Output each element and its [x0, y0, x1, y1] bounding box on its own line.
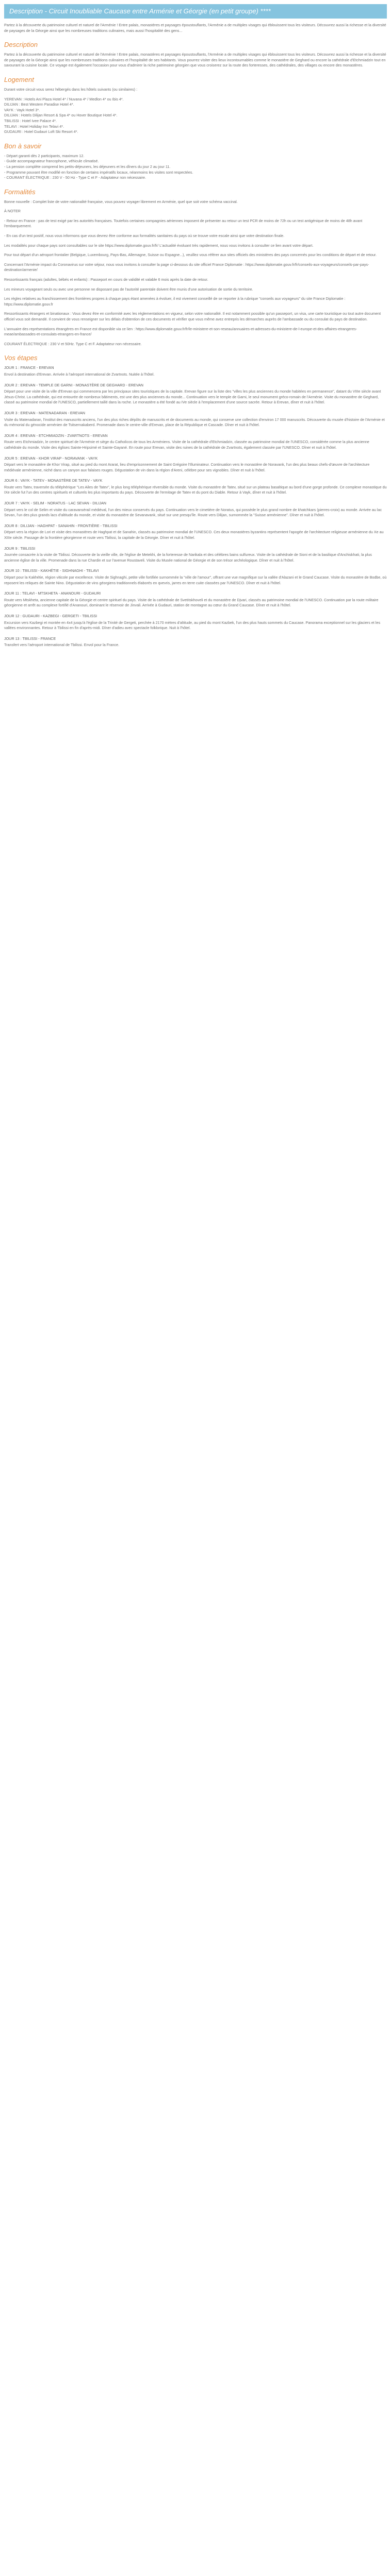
day-title: JOUR 2 : EREVAN - TEMPLE DE GARNI - MONASTÈRE DE GEGHARD - EREVAN	[4, 382, 143, 387]
day-text: Départ pour la Kakhétie, région viticole par excellence. Visite de Sighnaghi, petite ville fortifiée surnommée la "ville de l'amour", offrant une vue magnifique sur la vallée d'Alazani et le Grand Caucase. Visite du monastère de Bodbe, où reposent les reliques de Sainte Nino. Dégustation de vins géorgiens traditionnels élaborés en qvevris, jarres en terre cuite classées par l'UNESCO. Dîner et nuit à l'hôtel.	[4, 575, 387, 585]
day-block	[4, 591, 387, 608]
formalities-paragraph: Concernant l'Arménie impact du Coronavirus sur votre séjour, nous vous invitons à consulter la page ci-dessous du site officiel France Diplomatie : https://www.diplomatie.gouv.fr/fr/conseils-aux-voyageurs/conseils-par-pays-destination/armenie/	[4, 262, 369, 273]
included-item: - Départ garanti dès 2 participants, maximum 12.	[4, 153, 85, 158]
included-item: - La pension complète comprend les petits-déjeuners, les déjeuners et les dîners du jour 2 au jour 11.	[4, 164, 171, 169]
included-section	[4, 142, 387, 181]
day-text: Visite du Matenadaran, l'institut des manuscrits anciens, l'un des plus riches dépôts de manuscrits et de documents au monde, qui conserve une collection d'environ 17 000 manuscrits. Découverte du musée d'histoire de l'Arménie et du mémorial du génocide arménien de Tsitsernakaberd. Promenade dans le centre-ville d'Erevan, place de la République et Cascade. Dîner et nuit à l'hôtel.	[4, 417, 385, 428]
day-block	[4, 614, 387, 631]
formalities-paragraph: - Retour en France : pas de test exigé par les autorités françaises. Toutefois certaines compagnies aériennes imposent de présenter au retour un test PCR de moins de 72h ou un test antigénique de moins de 48h avant l'embarquement.	[4, 218, 363, 229]
day-text: Transfert vers l'aéroport international de Tbilissi. Envol pour la France.	[4, 642, 120, 648]
description-text: Partez à la découverte du patrimoine culturel et naturel de l'Arménie ! Entre palais, monastères et paysages époustouflants, l'Arménie a de multiples visages qui éblouissent tous les visiteurs. Découvrez aussi la richesse et la diversité de paysages de la Géorgie ainsi que les nombreuses traditions culinaires et l'hospitalité de ses habitants. Vous pourrez visiter des lieux incontournables comme le monastère de Geghard ou encore la cathédrale d'Etchmiadzin tout en savourant la cuisine locale. Ce voyage est également l'occasion pour vous d'admirer la riche patrimoine géorgien que vous croiserez sur la route des forteresses, des cathédrales, des villages ou encore des monastères.	[4, 52, 386, 68]
day-text: Journée consacrée à la visite de Tbilissi. Découverte de la vieille ville, de l'église de Metekhi, de la forteresse de Narikala et des célèbres bains sulfureux. Visite de la cathédrale de Sioni et de la basilique d'Anchiskhati, la plus ancienne église de la ville. Promenade dans la rue Chardin et sur l'avenue Roustaveli. Visite du Musée national de Géorgie et de son trésor archéologique. Dîner et nuit à l'hôtel.	[4, 552, 372, 563]
description-section	[4, 41, 387, 69]
formalities-paragraph: Ressortissants étrangers et binationaux : Vous devez être en conformité avec les réglementations en vigueur, selon votre nationalité. Il est notamment possible qu'un passeport, un visa, une carte touristique ou tout autre document officiel vous soit demandé. Il convient de vous renseigner sur les délais d'obtention de ces documents et vérifier que vous même avez entrepris les démarches auprès de l'ambassade ou du consulat du pays de destination.	[4, 311, 381, 321]
included-item: - Guide accompagnateur francophone, véhicule climatisé.	[4, 159, 99, 164]
day-block	[4, 456, 387, 473]
formalities-heading: Formalités	[4, 188, 36, 196]
formalities-section	[4, 188, 387, 347]
day-block	[4, 568, 387, 586]
day-text: Excursion vers Kazbegi et montée en 4x4 jusqu'à l'église de la Trinité de Gergeti, perchée à 2170 mètres d'altitude, au pied du mont Kazbek, l'un des plus hauts sommets du Caucase. Panorama exceptionnel sur les glaciers et les vallées environnantes. Retour à Tbilissi en fin d'après-midi. Dîner d'adieu avec spectacle folklorique. Nuit à l'hôtel.	[4, 620, 381, 631]
hotel-item: DILIJAN : Hotels Dilijan Resort & Spa 4* ou Hover Boutique Hotel 4*.	[4, 113, 118, 118]
intro-text: Partez à la découverte du patrimoine culturel et naturel de l'Arménie ! Entre palais, monastères et paysages époustouflants, l'Arménie a de multiples visages qui éblouissent tous les visiteurs. Découvrez aussi la richesse et la diversité de paysages de la Géorgie ainsi que les nombreuses traditions culinaires, mais aussi l'hospitalité des gens...	[4, 23, 386, 33]
day-text: Départ pour une visite de la ville d'Erevan qui commencera par les principaux sites touristiques de la capitale. Erevan figure sur la liste des "villes les plus anciennes du monde habitées en permanence", datant du VIIIe siècle avant Jésus-Christ. La cathédrale, qui est entourée de nombreux bâtiments, est une des plus anciennes du monde... Continuation vers le temple de Garni, le seul monument gréco-romain de l'Arménie. Visite du monastère de Geghard, classé au patrimoine mondial de l'UNESCO, partiellement taillé dans la roche. Le monastère a été fondé au IVe siècle à l'emplacement d'une source sacrée. Retour à Erevan, dîner et nuit à l'hôtel.	[4, 389, 381, 405]
day-block	[4, 383, 387, 405]
formalities-paragraph: Les règles relatives au franchissement des frontières propres à chaque pays étant amenées à évoluer, il est vivement conseillé de se reporter à la rubrique "conseils aux voyageurs" du site France Diplomatie : https://www.diplomatie.gouv.fr	[4, 296, 346, 307]
day-title: JOUR 6 : VAYK - TATEV - MONASTÈRE DE TATEV - VAYK	[4, 478, 103, 483]
title-bar	[4, 4, 387, 19]
day-block	[4, 478, 387, 496]
day-block	[4, 501, 387, 518]
itinerary-heading: Vos étapes	[4, 354, 38, 362]
day-title: JOUR 11 : TELAVI - MTSKHETA - ANANOURI - GUDAURI	[4, 591, 101, 596]
formalities-paragraph: Ressortissants français (adultes, bébés et enfants) : Passeport en cours de validité et valable 6 mois après la date de retour.	[4, 277, 208, 282]
hotel-item: YEREVAN : Hotels Ani Plaza Hotel 4* / Nuvana 4* / Medlon 4* ou Ibis 4*.	[4, 96, 124, 101]
day-block	[4, 433, 387, 451]
formalities-paragraph: L'annuaire des représentations étrangères en France est disponible via ce lien : https://www.diplomatie.gouv.fr/fr/le-ministere-et-son-reseau/annuaires-et-adresses-du-ministere-de-l-europe-et-des-affaires-etrangeres-meae/ambassades-et-consulats-etrangers-en-france/	[4, 326, 357, 337]
day-text: Route vers Tatev, traversée du téléphérique "Les Ailes de Tatev", le plus long téléphérique réversible du monde. Visite du monastère de Tatev, situé sur un plateau basaltique au bord d'une gorge profonde. Ce complexe monastique du IXe siècle fut l'un des centres spirituels et culturels les plus importants du pays. Découverte de l'ermitage de Tatev et du pont du Diable. Retour à Vayk, dîner et nuit à l'hôtel.	[4, 484, 387, 495]
day-title: JOUR 10 : TBILISSI - KAKHÉTIE - SIGHNAGHI - TELAVI	[4, 568, 99, 573]
formalities-paragraph: Bonne nouvelle : Complet liste de votre nationalité française, vous pouvez voyager librement en Arménie, quel que soit votre schéma vaccinal.	[4, 199, 238, 204]
day-block	[4, 411, 387, 428]
included-heading: Bon à savoir	[4, 142, 42, 150]
lodging-section	[4, 76, 387, 135]
day-title: JOUR 9 : TBILISSI	[4, 546, 36, 551]
day-title: JOUR 3 : EREVAN - MATENADARAN - EREVAN	[4, 410, 85, 415]
page	[0, 0, 391, 664]
day-block	[4, 636, 387, 648]
day-title: JOUR 12 : GUDAURI - KAZBEGI - GERGETI - TBILISSI	[4, 613, 97, 618]
hotel-list	[4, 97, 387, 135]
hotel-item: VAYK : Vayk Hotel 3*.	[4, 107, 40, 112]
included-item: - Programme pouvant être modifié en fonction de certains impératifs locaux, néanmoins les visites sont respectées.	[4, 170, 193, 175]
itinerary-section	[4, 354, 387, 648]
day-text: Route vers Etchmiadzin, le centre spirituel de l'Arménie et siège du Catholicos de tous les Arméniens. Visite de la cathédrale d'Etchmiadzin, classée au patrimoine mondial de l'UNESCO, considérée comme la plus ancienne cathédrale du monde. Visite des églises Sainte-Hripsimé et Sainte-Gayané. En route pour Erevan, visite des ruines de la cathédrale de Zvartnots, également classée par l'UNESCO. Dîner et nuit à l'hôtel.	[4, 439, 369, 450]
day-title: JOUR 1 : FRANCE - EREVAN	[4, 365, 54, 370]
day-text: Départ vers la région de Lori et visite des monastères de Haghpat et de Sanahin, classés au patrimoine mondial de l'UNESCO. Ces deux monastères byzantins représentent l'apogée de l'architecture religieuse arménienne du Xe au XIIIe siècle. Passage de la frontière géorgienne et route vers Tbilissi, la capitale de la Géorgie. Dîner et nuit à l'hôtel.	[4, 530, 384, 540]
day-block	[4, 365, 387, 377]
day-text: Départ vers le col de Selim et visite du caravansérail médiéval, l'un des mieux conservés du pays. Continuation vers le cimetière de Noratus, qui possède le plus grand nombre de khatchkars (pierres-croix) au monde. Arrivée au lac Sevan, l'un des plus grands lacs d'altitude du monde, et visite du monastère de Sevanavank, situé sur une presqu'île. Route vers Dilijan, surnommée la "Suisse arménienne". Dîner et nuit à l'hôtel.	[4, 507, 382, 518]
formalities-paragraph: Les modalités pour chaque pays sont consultables sur le site https://www.diplomatie.gouv.fr/fr/ L'actualité évoluant très rapidement, nous vous invitons à consulter ce lien avant votre départ.	[4, 243, 314, 248]
day-block	[4, 523, 387, 541]
day-title: JOUR 5 : EREVAN - KHOR VIRAP - NORAVANK - VAYK	[4, 455, 98, 461]
day-text: Envol à destination d'Erevan. Arrivée à l'aéroport international de Zvartnots. Nuitée à l'hôtel.	[4, 371, 155, 377]
formalities-paragraph: Pour tout départ d'un aéroport frontalier (Belgique, Luxembourg, Pays-Bas, Allemagne, Suisse ou Espagne...), veuillez vous référer aux sites officiels des ministères des pays concernés pour les conditions de départ et de retour.	[4, 252, 377, 258]
formalities-paragraph: - En cas d'un test positif, nous vous informons que vous devrez être conforme aux formalités sanitaires du pays où se trouve votre escale ainsi que votre destination finale.	[4, 233, 285, 239]
lodging-intro: Durant votre circuit vous serez hébergés dans les hôtels suivants (ou similaires) :	[4, 87, 138, 92]
hotel-item: GUDAURI : Hotel Gudauri Loft Ski Resort 4*.	[4, 129, 78, 134]
formalities-paragraph: COURANT ÉLECTRIQUE : 230 V et 50Hz. Type C et F. Adaptateur non nécessaire.	[4, 341, 142, 346]
page-title: Description - Circuit Inoubliable Caucase entre Arménie et Géorgie (en petit groupe) ****	[9, 7, 271, 15]
lodging-heading: Logement	[4, 75, 34, 83]
day-title: JOUR 13 : TBILISSI - FRANCE	[4, 636, 56, 641]
formalities-paragraph: À NOTER	[4, 209, 21, 214]
formalities-paragraph: Les mineurs voyageant seuls ou avec une personne ne disposant pas de l'autorité parentale doivent être munis d'une autorisation de sortie du territoire.	[4, 286, 253, 292]
hotel-item: TELAVI : Hotel Holiday Inn Telavi 4*.	[4, 124, 64, 129]
day-text: Départ vers le monastère de Khor Virap, situé au pied du mont Ararat, lieu d'emprisonnement de Saint Grégoire l'Illuminateur. Continuation vers le monastère de Noravank, l'un des plus beaux chefs-d'œuvre de l'architecture médiévale arménienne, niché dans un canyon aux falaises rouges. Dégustation de vin dans la région d'Areni, célèbre pour ses vignobles. Dîner et nuit à l'hôtel.	[4, 462, 370, 472]
description-heading: Description	[4, 41, 38, 49]
included-list	[4, 154, 387, 181]
hotel-item: TBILISSI : Hotel Ivee Palace 4*.	[4, 118, 57, 123]
included-item: - COURANT ÉLECTRIQUE : 230 V - 50 Hz - Type C et F - Adaptateur non nécessaire.	[4, 175, 146, 180]
hotel-item: DILIJAN : Best Western Paradise Hotel 4*.	[4, 102, 74, 107]
day-title: JOUR 4 : EREVAN - ETCHMIADZIN - ZVARTNOTS - EREVAN	[4, 433, 108, 438]
day-title: JOUR 8 : DILIJAN - HAGHPAT - SANAHIN - FRONTIÈRE - TBILISSI	[4, 523, 118, 528]
day-text: Route vers Mtskheta, ancienne capitale de la Géorgie et centre spirituel du pays. Visite de la cathédrale de Svetitskhoveli et du monastère de Djvari, classés au patrimoine mondial de l'UNESCO. Continuation par la route militaire géorgienne et arrêt au complexe fortifié d'Ananouri, dominant le réservoir de Jinvali. Arrivée à Gudauri, station de montagne au cœur du Grand Caucase. Dîner et nuit à l'hôtel.	[4, 597, 379, 608]
day-block	[4, 546, 387, 564]
day-title: JOUR 7 : VAYK - SELIM - NORATUS - LAC SEVAN - DILIJAN	[4, 501, 106, 506]
